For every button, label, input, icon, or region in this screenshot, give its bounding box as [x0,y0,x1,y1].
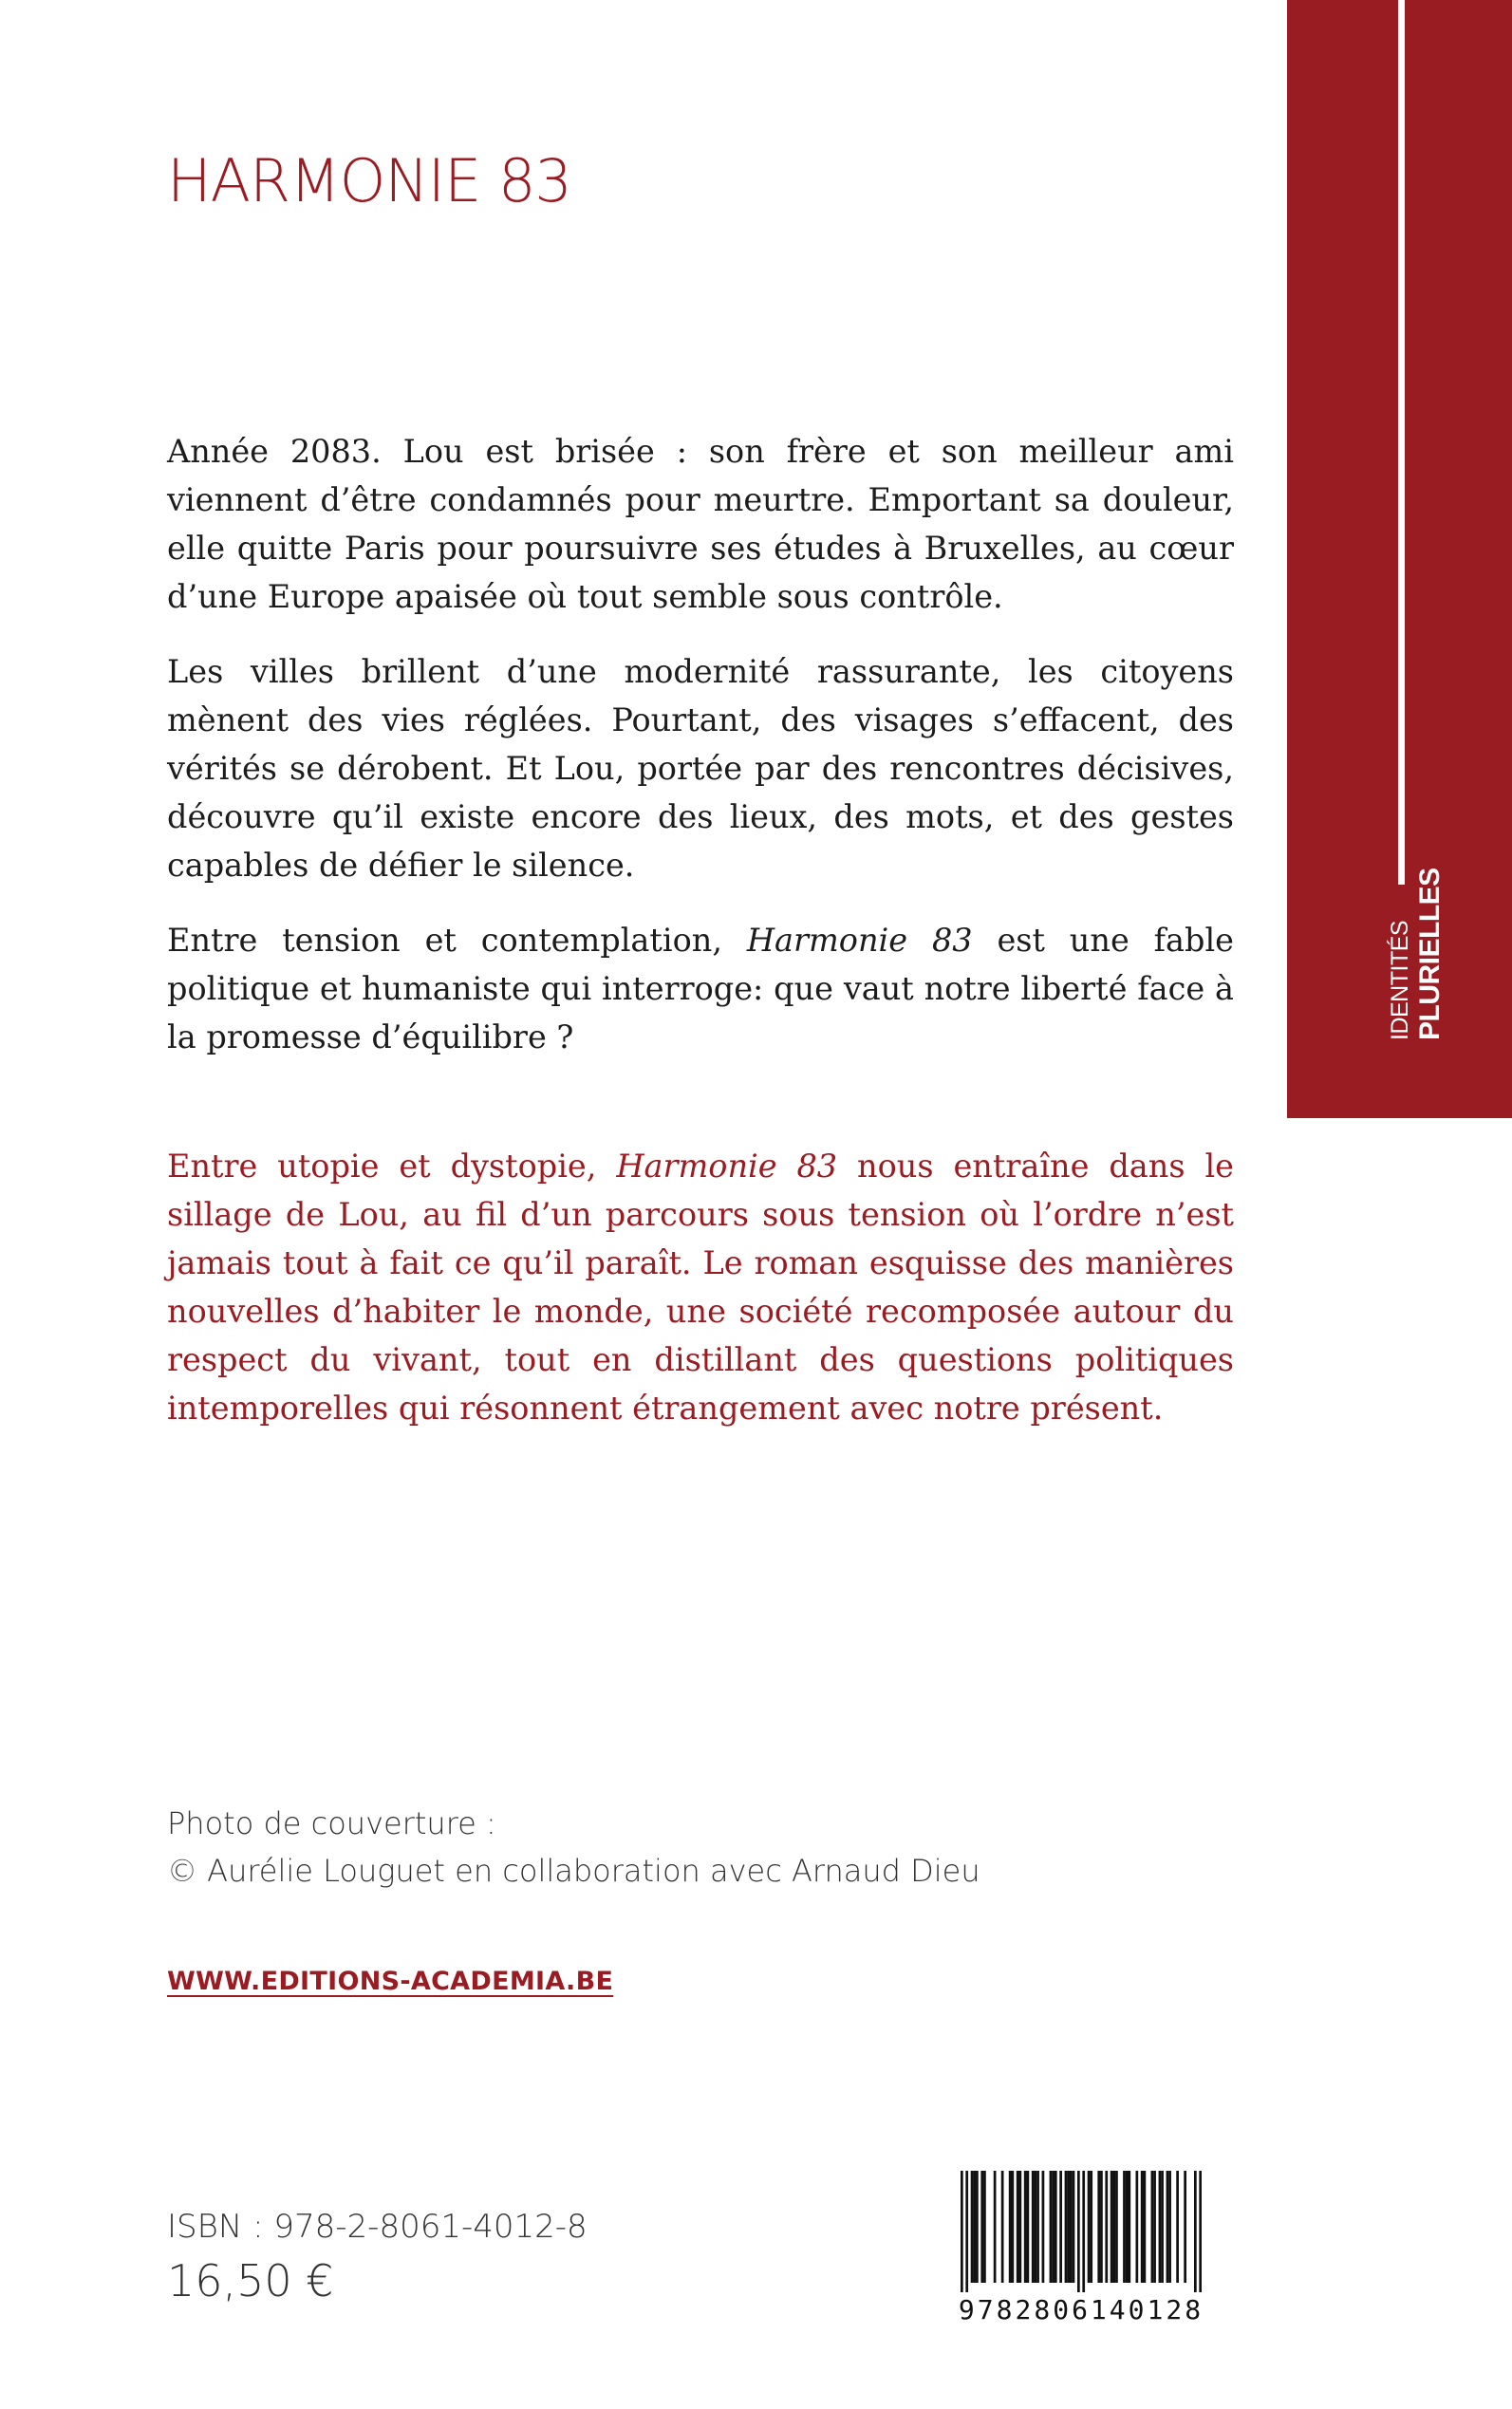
barcode-bar [1126,2171,1129,2283]
barcode-bar [1036,2171,1039,2283]
barcode-bar [1176,2171,1179,2283]
synopsis-paragraph-2: Les villes brillent d’une modernité rassurante, les citoyens mènent des vies réglées. Pourtant, des visages s’effacent, des vérités se dérobent. Et Lou, portée par des rencontres décisives, découvre qu’il existe encore des lieux, des mots, et des gestes capables de défier le silence. [167,653,1234,884]
barcode-bar [961,2171,963,2292]
barcode-bar [1105,2171,1108,2283]
synopsis-paragraph-3 [167,916,1234,1061]
photo-credit-label: Photo de couverture : [167,1805,496,1841]
synopsis-p3-end: est une fable politique et humaniste qui interroge: que vaut notre liberté face à la promesse d’équilibre ? [167,922,1234,1055]
barcode-digits: 9782806140128 [958,2294,1204,2325]
photo-credit-value: © Aurélie Louguet en collaboration avec Arnaud Dieu [167,1853,980,1889]
blurb [167,1142,1234,1432]
synopsis [167,427,1234,1088]
isbn: ISBN : 978-2-8061-4012-8 [167,2208,588,2246]
barcode-bar [1032,2171,1035,2283]
barcode-bar [1067,2171,1070,2283]
barcode-bar [1097,2171,1100,2283]
barcode-bar [1065,2171,1068,2283]
barcode-bar [1111,2171,1113,2283]
collection-label-line1: IDENTITÉS [1387,920,1413,1040]
barcode-bar [1112,2171,1115,2283]
collection-band-rule [1398,0,1405,885]
photo-credit [167,1800,980,1895]
barcode-bar [1024,2171,1027,2283]
collection-label [1386,868,1447,1040]
barcode-bar [1100,2171,1103,2283]
barcode [934,2161,1228,2328]
barcode-bar [1199,2171,1202,2292]
barcode-bar [1077,2171,1080,2292]
blurb-title: Harmonie 83 [616,1148,838,1185]
barcode-bar [1144,2171,1147,2283]
barcode-bar [1050,2171,1053,2283]
barcode-bar [1168,2171,1171,2283]
blurb-end: nous entraîne dans le sillage de Lou, au fil d’un parcours sous tension où l’ordre n’est jamais tout à fait ce qu’il paraît. Le roman esquisse des manières nouvelles d’habiter le monde, une société recomposée autour du respect du vivant, tout en distillant des questions politiques intemporelles qui résonnent étrangement avec notre présent. [167,1148,1235,1427]
barcode-bar [1128,2171,1130,2283]
barcode-bar [976,2171,979,2283]
publisher-website-link[interactable]: WWW.EDITIONS-ACADEMIA.BE [167,1967,614,1996]
barcode-bar [1135,2171,1138,2283]
barcode-bar [1070,2171,1073,2283]
barcode-bar [1088,2171,1091,2283]
barcode-bar [1151,2171,1154,2283]
barcode-bar [980,2171,983,2283]
barcode-bar [1115,2171,1118,2283]
book-title: HARMONIE 83 [167,146,571,215]
barcode-bar [971,2171,974,2283]
barcode-bar [1073,2171,1075,2283]
barcode-bar [1141,2171,1144,2283]
barcode-bar [1042,2171,1045,2283]
barcode-bar [1194,2171,1197,2292]
synopsis-p3-start: Entre tension et contemplation, [167,922,747,959]
barcode-bar [1090,2171,1092,2283]
barcode-bar [1123,2171,1126,2283]
barcode-bar [994,2171,997,2283]
barcode-bar [1035,2171,1037,2283]
barcode-bar [1184,2171,1186,2283]
barcode-bar [973,2171,976,2283]
barcode-bar [1159,2171,1162,2283]
barcode-bar [1167,2171,1169,2283]
blurb-start: Entre utopie et dystopie, [167,1148,617,1185]
barcode-bar [1161,2171,1164,2283]
price: 16,50 € [167,2255,334,2306]
barcode-bar [1153,2171,1156,2283]
barcode-bar [965,2171,968,2292]
blurb-paragraph [167,1142,1234,1432]
barcode-bar [1011,2171,1014,2283]
barcode-bar [1017,2171,1019,2283]
synopsis-p3-title: Harmonie 83 [746,922,973,959]
barcode-bars [961,2171,1202,2292]
barcode-bar [1059,2171,1062,2283]
barcode-bar [1027,2171,1030,2283]
barcode-bar [1018,2171,1021,2283]
synopsis-paragraph-1: Année 2083. Lou est brisée : son frère et son meilleur ami viennent d’être condamnés pour meurtre. Emportant sa douleur, elle quitte Paris pour poursuivre ses études à Bruxelles, au cœur d’une Europe apaisée où tout semble sous contrôle. [167,433,1234,615]
barcode-bar [1001,2171,1004,2283]
barcode-bar [983,2171,986,2283]
barcode-bar [1009,2171,1012,2283]
barcode-bar [1082,2171,1085,2292]
barcode-bar [1052,2171,1055,2283]
barcode-bar [1055,2171,1057,2283]
collection-label-line2: PLURIELLES [1414,868,1446,1040]
